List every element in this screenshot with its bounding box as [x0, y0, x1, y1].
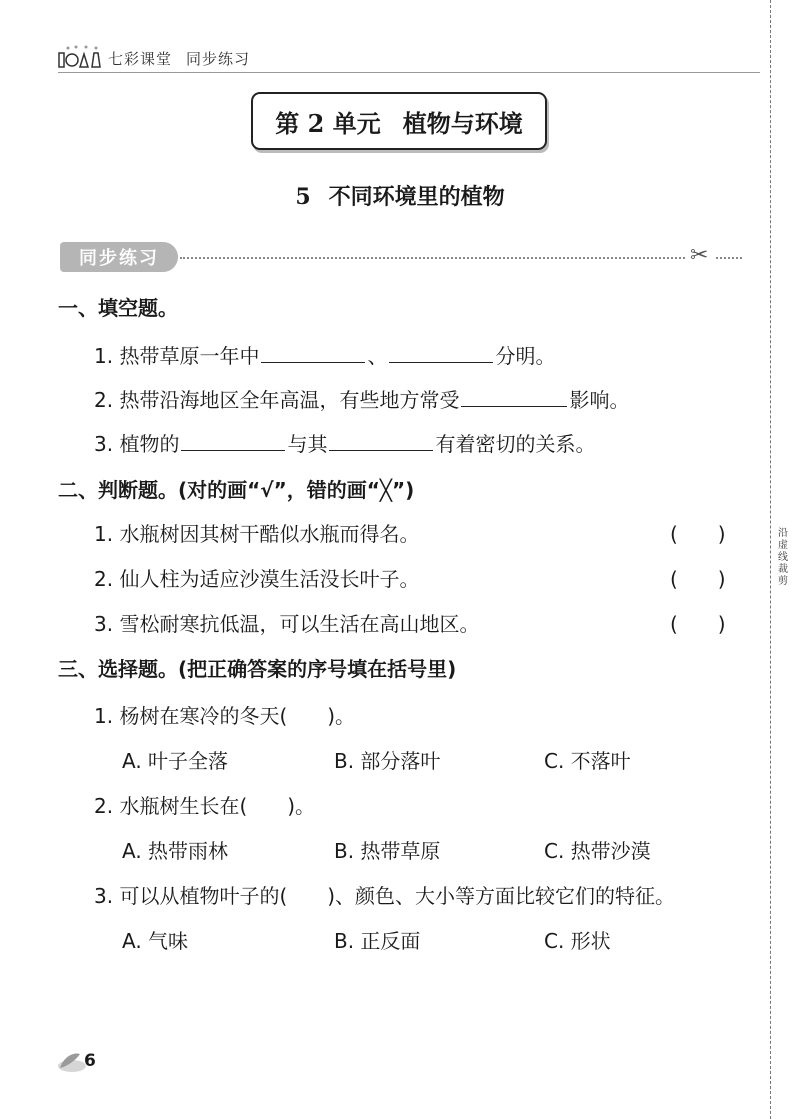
choice-option[interactable]: A. 热带雨林 — [122, 839, 229, 863]
lesson-number: 5 — [295, 184, 311, 210]
badge-dashed-rule-end — [716, 257, 742, 259]
answer-bracket[interactable]: ( ) — [670, 522, 726, 546]
answer-blank[interactable] — [329, 428, 433, 451]
choice-option[interactable]: B. 部分落叶 — [334, 749, 441, 773]
cut-label: 沿虚线裁剪 — [778, 528, 788, 587]
choice-question-2 — [94, 790, 315, 819]
question-number: 2. — [94, 567, 114, 591]
lesson-title — [0, 180, 800, 211]
question-text: 与其 — [287, 432, 328, 456]
judge-section-title: 二、判断题。(对的画“√”，错的画“╳”) — [58, 478, 415, 502]
choice-option[interactable]: C. 热带沙漠 — [544, 839, 651, 863]
question-text: 、 — [367, 344, 388, 368]
header-series: 同步练习 — [186, 50, 251, 68]
question-text: 植物的 — [119, 432, 180, 456]
header-divider — [58, 72, 760, 73]
question-text: 可以从植物叶子的( )、颜色、大小等方面比较它们的特征。 — [119, 884, 676, 908]
unit-title: 植物与环境 — [402, 108, 523, 138]
fill-question-2 — [94, 384, 629, 413]
question-number: 2. — [94, 794, 114, 818]
section-badge: 同步练习 — [60, 242, 178, 272]
question-number: 1. — [94, 522, 114, 546]
choice-section-title: 三、选择题。(把正确答案的序号填在括号里) — [58, 657, 457, 681]
answer-bracket[interactable]: ( ) — [670, 612, 726, 636]
question-number: 3. — [94, 612, 114, 636]
badge-dashed-rule — [180, 257, 685, 259]
choice-option[interactable]: B. 热带草原 — [334, 839, 441, 863]
header-brand: 七彩课堂 — [108, 50, 173, 68]
fill-question-1 — [94, 340, 555, 369]
question-number: 1. — [94, 704, 114, 728]
judge-question-3 — [94, 608, 479, 637]
fill-question-3 — [94, 428, 595, 457]
question-text: 有着密切的关系。 — [435, 432, 596, 456]
choice-option[interactable]: A. 叶子全落 — [122, 749, 229, 773]
question-number: 2. — [94, 388, 114, 412]
scissors-icon: ✂ — [690, 243, 709, 268]
unit-number: 第 2 单元 — [275, 108, 381, 138]
judge-question-1 — [94, 518, 419, 547]
question-text: 水瓶树生长在( )。 — [119, 794, 316, 818]
lesson-name: 不同环境里的植物 — [328, 184, 505, 210]
choice-question-1 — [94, 700, 355, 729]
page-number: 6 — [84, 1051, 96, 1071]
choice-question-3 — [94, 880, 675, 909]
question-text: 影响。 — [569, 388, 630, 412]
answer-blank[interactable] — [261, 340, 365, 363]
question-text: 雪松耐寒抗低温，可以生活在高山地区。 — [119, 612, 480, 636]
brand-logo-icon — [58, 44, 106, 68]
question-text: 热带沿海地区全年高温，有些地方常受 — [119, 388, 460, 412]
question-number: 3. — [94, 432, 114, 456]
question-text: 水瓶树因其树干酷似水瓶而得名。 — [119, 522, 420, 546]
choice-option[interactable]: A. 气味 — [122, 929, 189, 953]
unit-title-box — [251, 92, 547, 150]
header-title — [108, 48, 250, 69]
question-text: 热带草原一年中 — [119, 344, 260, 368]
question-number: 3. — [94, 884, 114, 908]
fill-section-title: 一、填空题。 — [58, 296, 178, 320]
question-text: 仙人柱为适应沙漠生活没长叶子。 — [119, 567, 420, 591]
question-number: 1. — [94, 344, 114, 368]
cut-line — [770, 0, 771, 1119]
choice-option[interactable]: C. 不落叶 — [544, 749, 631, 773]
answer-blank[interactable] — [181, 428, 285, 451]
answer-bracket[interactable]: ( ) — [670, 567, 726, 591]
judge-question-2 — [94, 563, 419, 592]
question-text: 分明。 — [495, 344, 556, 368]
answer-blank[interactable] — [389, 340, 493, 363]
choice-option[interactable]: C. 形状 — [544, 929, 611, 953]
question-text: 杨树在寒冷的冬天( )。 — [119, 704, 356, 728]
answer-blank[interactable] — [461, 384, 567, 407]
choice-option[interactable]: B. 正反面 — [334, 929, 421, 953]
